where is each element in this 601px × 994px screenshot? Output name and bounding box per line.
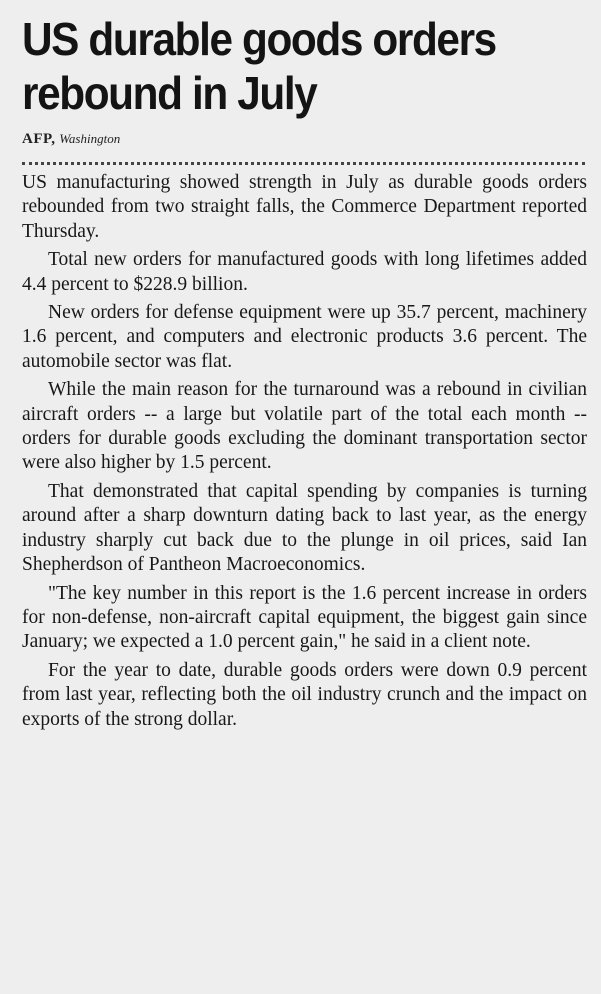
byline-dateline: Washington	[59, 131, 121, 146]
dotted-divider	[22, 162, 585, 165]
article-paragraph-6: "The key number in this report is the 1.6 percent increase in orders for non-defense, non-aircraft capital equipment, the biggest gain since January; we expected a 1.0 percent gain," he said in a client note.	[22, 582, 587, 653]
headline-line-2: rebound in July	[22, 67, 317, 119]
article-paragraph-7: For the year to date, durable goods orders were down 0.9 percent from last year, reflecting both the oil industry crunch and the impact on exports of the strong dollar.	[22, 659, 587, 730]
headline	[22, 12, 592, 120]
byline-agency: AFP,	[22, 131, 56, 147]
article-body	[22, 171, 587, 732]
article-paragraph-5: That demonstrated that capital spending by companies is turning around after a sharp downturn dating back to last year, as the energy industry sharply cut back due to the plunge in oil prices, said Ian Shepherdson of Pantheon Macroeconomics.	[22, 480, 587, 576]
article-paragraph-3: New orders for defense equipment were up 35.7 percent, machinery 1.6 percent, and computers and electronic products 3.6 percent. The automobile sector was flat.	[22, 302, 587, 372]
article-paragraph-4: While the main reason for the turnaround was a rebound in civilian aircraft orders -- a large but volatile part of the total each month -- orders for durable goods excluding the dominant transportation sector were also higher by 1.5 percent.	[22, 379, 587, 474]
article-paragraph-1: US manufacturing showed strength in July as durable goods orders rebounded from two straight falls, the Commerce Department reported Thursday.	[22, 172, 587, 242]
article-paragraph-2: Total new orders for manufactured goods with long lifetimes added 4.4 percent to $228.9 billion.	[22, 249, 587, 295]
byline	[22, 130, 587, 148]
headline-line-1: US durable goods orders	[22, 13, 496, 65]
